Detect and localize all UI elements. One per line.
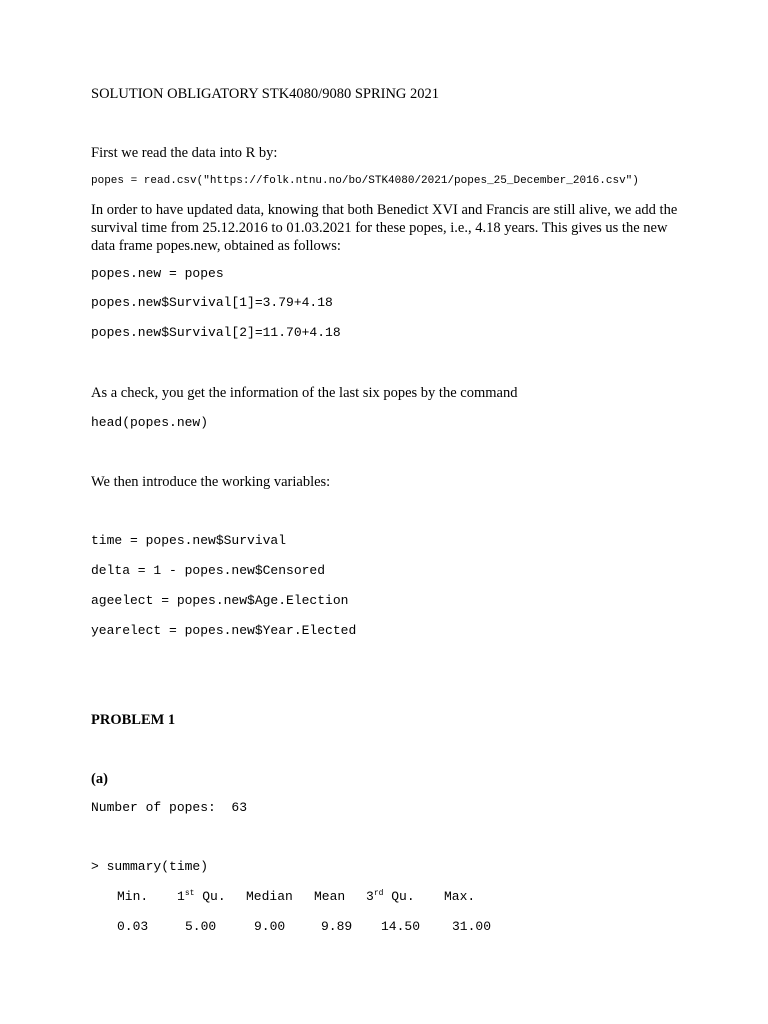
code-var-time: time = popes.new$Survival [91,533,287,548]
summary-header-min: Min. [117,889,149,904]
code-line-update-3: popes.new$Survival[2]=11.70+4.18 [91,325,341,340]
summary-header-q1: 1st Qu. [177,889,226,904]
document-title: SOLUTION OBLIGATORY STK4080/9080 SPRING 2021 [91,86,440,102]
intro-read-text: First we read the data into R by: [91,145,278,161]
summary-value-median: 9.00 [254,919,286,934]
summary-header-max: Max. [444,889,476,904]
summary-value-q3: 14.50 [381,919,421,934]
summary-header-row [91,889,531,905]
summary-value-min: 0.03 [117,919,149,934]
code-line-update-1: popes.new = popes [91,266,224,281]
problem-heading: PROBLEM 1 [91,712,176,728]
summary-values-row [91,919,531,935]
code-line-update-2: popes.new$Survival[1]=3.79+4.18 [91,295,333,310]
summary-header-median: Median [246,889,293,904]
code-read-csv: popes = read.csv("https://folk.ntnu.no/bo/STK4080/2021/popes_25_December_2016.csv") [91,175,639,187]
summary-header-q3: 3rd Qu. [366,889,415,904]
code-var-ageelect: ageelect = popes.new$Age.Election [91,593,349,608]
code-var-delta: delta = 1 - popes.new$Censored [91,563,326,578]
update-paragraph: In order to have updated data, knowing that both Benedict XVI and Francis are still alive, we add the survival time from 25.12.2016 to 01.03.2021 for these popes, i.e., 4.18 years. This gives us the new data frame popes.new, obtained as follows: [91,202,678,254]
code-var-yearelect: yearelect = popes.new$Year.Elected [91,623,357,638]
summary-header-mean: Mean [314,889,346,904]
number-of-popes: Number of popes: 63 [91,800,248,815]
summary-command: > summary(time) [91,859,209,874]
working-variables-text: We then introduce the working variables: [91,474,331,490]
code-head: head(popes.new) [91,415,209,430]
check-text: As a check, you get the information of the last six popes by the command [91,385,518,401]
summary-value-max: 31.00 [452,919,492,934]
summary-value-q1: 5.00 [185,919,217,934]
summary-value-mean: 9.89 [321,919,353,934]
part-label: (a) [91,771,108,787]
